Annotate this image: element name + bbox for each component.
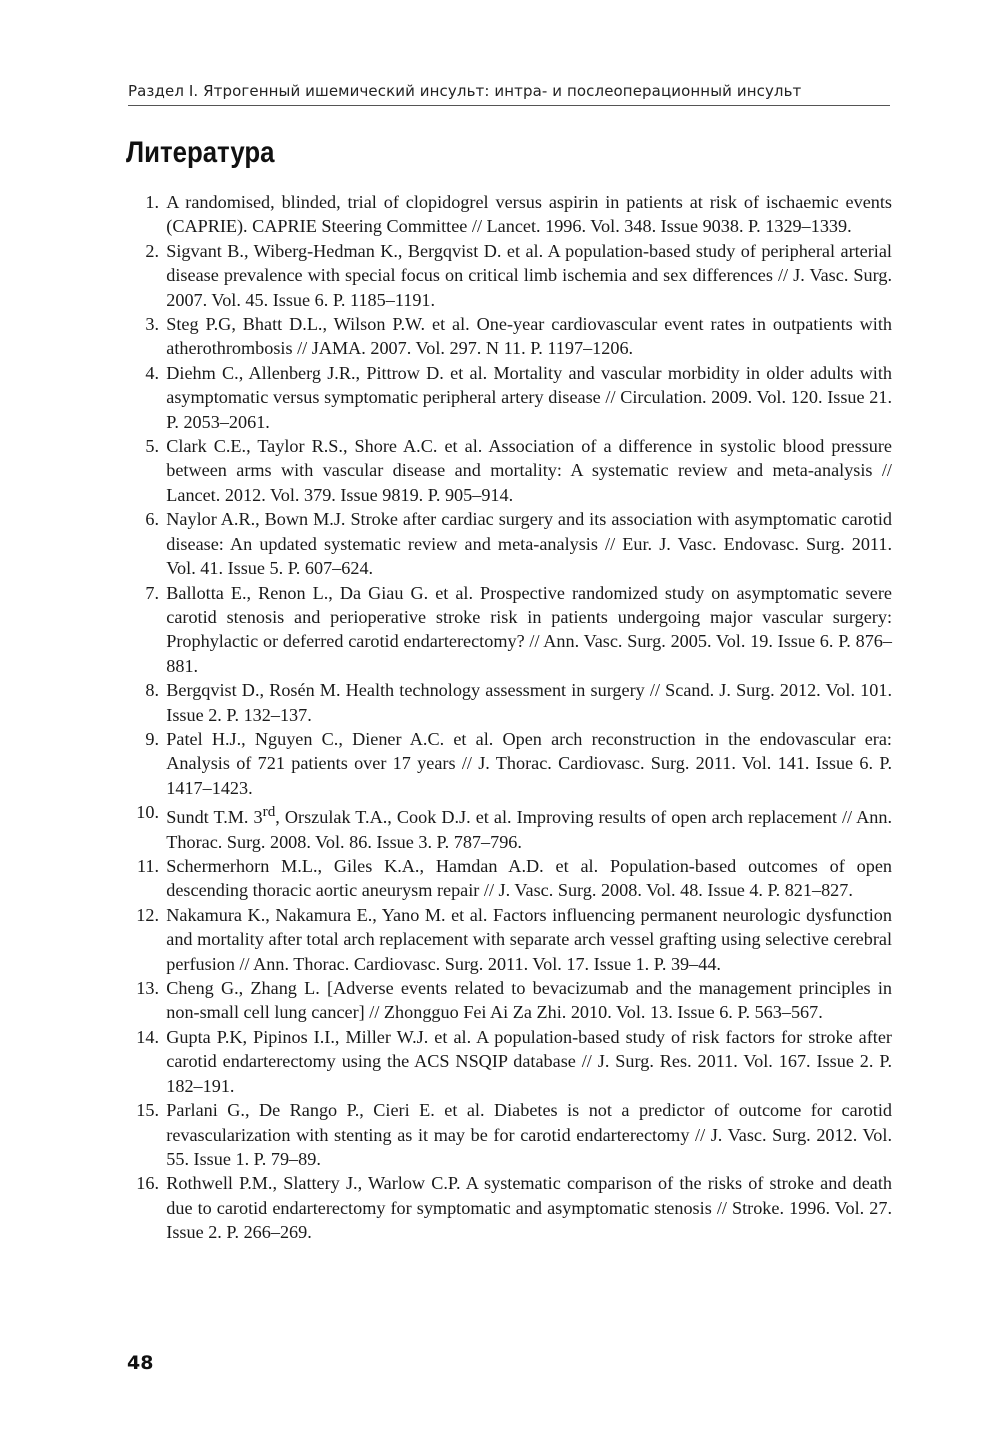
reference-item [128,361,892,434]
reference-item [128,678,892,727]
reference-item [128,727,892,800]
reference-text [166,800,892,854]
reference-text: Cheng G., Zhang L. [Adverse events related to bevacizumab and the management principles in non-small cell lung cancer] // Zhongguo Fei Ai Za Zhi. 2010. Vol. 13. Issue 6. P. 563–567. [166,978,892,1023]
reference-item [128,507,892,580]
reference-number: 13. [136,978,159,999]
reference-text: Rothwell P.M., Slattery J., Warlow C.P. A systematic comparison of the risks of stroke and death due to carotid endarterectomy for symptomatic and asymptomatic stenosis // Stroke. 1996. Vol. 27. Issue 2. P. 266–269. [166,1173,892,1243]
reference-number: 4. [145,362,159,383]
reference-text: Patel H.J., Nguyen C., Diener A.C. et al. Open arch reconstruction in the endovascular era: Analysis of 721 patients over 17 years // J. Thorac. Cardiovasc. Surg. 2011. Vol. 141. Issue 6. P. 1417–1423. [166,728,892,798]
reference-number: 11. [136,856,159,877]
reference-item [128,581,892,679]
running-header: Раздел I. Ятрогенный ишемический инсульт: интра- и послеоперационный инсульт [128,82,890,106]
reference-number: 7. [145,582,159,603]
reference-item [128,1171,892,1244]
reference-text: Bergqvist D., Rosén M. Health technology assessment in surgery // Scand. J. Surg. 2012. Vol. 101. Issue 2. P. 132–137. [166,680,892,725]
reference-text: Diehm C., Allenberg J.R., Pittrow D. et al. Mortality and vascular morbidity in older adults with asymptomatic versus symptomatic peripheral artery disease // Circulation. 2009. Vol. 120. Issue 21. P. 2053–2061. [166,362,892,432]
reference-number: 15. [136,1100,159,1121]
reference-item [128,1098,892,1171]
reference-text: Schermerhorn M.L., Giles K.A., Hamdan A.D. et al. Population-based outcomes of open descending thoracic aortic aneurysm repair // J. Vasc. Surg. 2008. Vol. 48. Issue 4. P. 821–827. [166,856,892,901]
reference-number: 6. [145,509,159,530]
reference-number: 12. [136,904,159,925]
reference-item [128,800,892,854]
section-title: Литература [126,136,275,169]
reference-item [128,312,892,361]
reference-item [128,190,892,239]
reference-text: Parlani G., De Rango P., Cieri E. et al. Diabetes is not a predictor of outcome for carotid revascularization with stenting as it may be for carotid endarterectomy // J. Vasc. Surg. 2012. Vol. 55. Issue 1. P. 79–89. [166,1100,892,1169]
reference-list [128,190,892,1245]
reference-number: 1. [145,192,159,212]
page-number: 48 [127,1352,154,1374]
reference-text: Clark C.E., Taylor R.S., Shore A.C. et al. Association of a difference in systolic blood pressure between arms with vascular disease and mortality: A systematic review and meta-analysis // Lancet. 2012. Vol. 379. Issue 9819. P. 905–914. [166,436,892,505]
reference-item [128,976,892,1025]
reference-number: 2. [145,240,159,261]
reference-number: 16. [136,1173,159,1194]
reference-item [128,239,892,312]
reference-text: Sigvant B., Wiberg-Hedman K., Bergqvist D. et al. A population-based study of peripheral arterial disease prevalence with special focus on critical limb ischemia and sex differences // J. Vasc. Surg. 2007. Vol. 45. Issue 6. P. 1185–1191. [166,240,892,310]
reference-item [128,903,892,976]
reference-text: Naylor A.R., Bown M.J. Stroke after cardiac surgery and its association with asymptomatic carotid disease: An updated systematic review and meta-analysis // Eur. J. Vasc. Endovasc. Surg. 2011. Vol. 41. Issue 5. P. 607–624. [166,509,892,579]
reference-item [128,434,892,507]
reference-author-lead: Sundt T.M. 3 [166,807,263,828]
reference-number: 14. [136,1026,159,1047]
reference-text: A randomised, blinded, trial of clopidogrel versus aspirin in patients at risk of ischaemic events (CAPRIE). CAPRIE Steering Committee // Lancet. 1996. Vol. 348. Issue 9038. P. 1329–1339. [166,192,892,237]
reference-text: Ballotta E., Renon L., Da Giau G. et al. Prospective randomized study on asymptomatic severe carotid stenosis and perioperative stroke risk in patients undergoing major vascular surgery: Prophylactic or deferred carotid endarterectomy? // Ann. Vasc. Surg. 2005. Vol. 19. Issue 6. P. 876–881. [166,582,892,676]
reference-number: 5. [145,436,159,457]
reference-item [128,854,892,903]
reference-text: Nakamura K., Nakamura E., Yano M. et al. Factors influencing permanent neurologic dysfunction and mortality after total arch replacement with separate arch vessel grafting using selective cerebral perfusion // Ann. Thorac. Cardiovasc. Surg. 2011. Vol. 17. Issue 1. P. 39–44. [166,904,892,974]
ordinal-superscript: rd [262,803,276,821]
reference-item [128,1025,892,1098]
reference-text: Steg P.G, Bhatt D.L., Wilson P.W. et al. One-year cardiovascular event rates in outpatients with atherothrombosis // JAMA. 2007. Vol. 297. N 11. P. 1197–1206. [166,314,892,359]
reference-number: 10. [136,802,159,823]
reference-number: 3. [145,314,159,335]
reference-number: 8. [145,680,159,701]
reference-text: Gupta P.K, Pipinos I.I., Miller W.J. et al. A population-based study of risk factors for stroke after carotid endarterectomy using the ACS NSQIP database // J. Surg. Res. 2011. Vol. 167. Issue 2. P. 182–191. [166,1026,892,1096]
reference-number: 9. [145,728,159,749]
reference-text-rest: , Orszulak T.A., Cook D.J. et al. Improving results of open arch replacement // Ann. Thorac. Surg. 2008. Vol. 86. Issue 3. P. 787–796. [166,807,892,852]
